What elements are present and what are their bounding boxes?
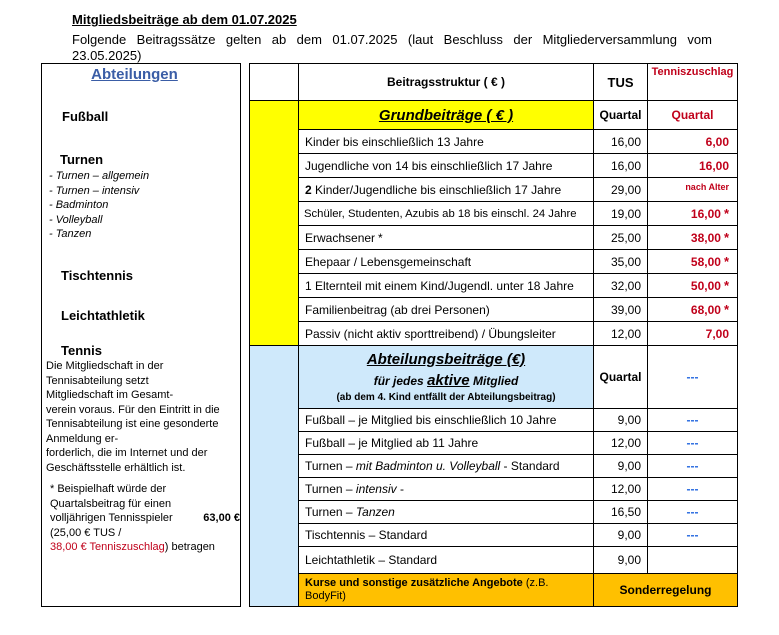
grund-title: Grundbeiträge ( € ) [299,101,594,130]
tennis-value: 6,00 [648,130,737,154]
tennis-note-line: Tennisabteilung setzt [46,374,149,387]
col-header-tus: TUS [594,64,648,101]
asterisk-icon: * [723,254,729,269]
tus-value: 16,00 [594,154,648,178]
abt-side-strip [250,346,299,606]
abt-title-block [299,346,594,409]
asterisk-icon: * [723,206,729,221]
example-note [50,482,240,555]
tennis-note-line: Mitgliedschaft im Gesamt- [46,389,174,401]
table-row: Schüler, Studenten, Azubis ab 18 bis einschl. 24 Jahre [299,202,594,226]
sonderregelung: Sonderregelung [594,574,737,606]
tennis-value [648,274,737,298]
example-line: Quartalsbeitrag für einen [50,497,172,510]
turnen-sublist [49,169,149,242]
table-row: Tischtennis – Standard [299,524,594,547]
kurse-row [299,574,594,606]
tus-value: 16,00 [594,130,648,154]
row-desc-italic: Tanzen [355,505,395,519]
table-row: Leichtathletik – Standard [299,547,594,574]
row-desc: Turnen – [305,482,356,496]
tennis-note-line: Anmeldung er- [46,432,119,445]
tennis-amount: 50,00 [690,278,721,293]
row-desc-italic: mit Badminton u. Volleyball [355,459,501,473]
departments-panel [41,63,241,607]
abt-sub-emphasis: aktive [427,372,470,389]
tus-value: 9,00 [594,524,648,547]
tennis-note-line: forderlich, die im Internet und der [46,447,208,459]
table-row: 1 Elternteil mit einem Kind/Jugendl. unter 18 Jahre [299,274,594,298]
tennis-value: 7,00 [648,322,737,346]
tennis-value: 16,00 [648,154,737,178]
col-header-tennis: Tenniszuschlag [648,64,737,101]
row-desc: Kinder/Jugendliche bis einschließlich 17 Jahre [311,182,562,197]
example-line: (25,00 € TUS / [50,526,122,539]
tennis-value [648,298,737,322]
asterisk-icon: * [723,278,729,293]
example-line [50,511,240,526]
tus-value: 9,00 [594,455,648,478]
example-text: volljährigen Tennisspieler [50,512,173,524]
row-desc-italic: intensiv [355,482,397,496]
turnen-sub-item: - Turnen – allgemein [49,170,150,182]
tus-value: 25,00 [594,226,648,250]
row-desc: Turnen – [305,505,356,519]
grund-quartal-tus: Quartal [594,101,648,130]
tennis-note-line: Die Mitgliedschaft in der [46,360,164,372]
abt-subtitle-2: (ab dem 4. Kind entfällt der Abteilungsbeitrag) [336,392,556,403]
tus-value: 19,00 [594,202,648,226]
departments-title: Abteilungen [91,66,178,83]
abt-subtitle [374,372,519,389]
asterisk-icon: * [723,302,729,317]
intro-text: Folgende Beitragssätze gelten ab dem 01.07.2025 (laut Beschluss der Mitgliederversammlung vom 23.05.2025) [72,32,712,63]
tus-value: 12,00 [594,478,648,501]
tus-value: 12,00 [594,432,648,455]
table-row [299,178,594,202]
table-row [299,478,594,501]
table-row: Fußball – je Mitglied ab 11 Jahre [299,432,594,455]
page-heading: Mitgliedsbeiträge ab dem 01.07.2025 [72,12,297,27]
table-row [299,455,594,478]
tus-value: 35,00 [594,250,648,274]
tennis-amount: 58,00 [690,254,721,269]
table-row: Kinder bis einschließlich 13 Jahre [299,130,594,154]
tennis-amount: 38,00 [690,230,721,245]
row-count: 2 [305,182,312,197]
fee-table [249,63,738,607]
dept-tennis: Tennis [61,343,102,358]
tennis-value [648,226,737,250]
tus-value: 9,00 [594,547,648,574]
tennis-value [648,202,737,226]
table-row [299,501,594,524]
abt-title: Abteilungsbeiträge (€) [366,351,526,368]
table-row [299,226,594,250]
table-row: Ehepaar / Lebensgemeinschaft [299,250,594,274]
example-line: * Beispielhaft würde der [50,483,167,495]
dept-turnen: Turnen [60,152,104,167]
grund-quartal-tennis: Quartal [648,101,737,130]
abt-dash: --- [648,346,737,409]
turnen-sub-item: - Badminton [49,199,109,211]
tennis-value: --- [648,409,737,432]
kurse-label: Kurse und sonstige zusätzliche Angebote [305,577,523,589]
kurse-example: (z.B. BodyFit) [305,577,549,602]
col-header-structure: Beitragsstruktur ( € ) [299,64,594,101]
row-desc: - [396,482,404,496]
abt-quartal-tus: Quartal [594,346,648,409]
abt-sub-pre: für jedes [373,374,428,388]
tennis-note-line: Tennisabteilung ist eine gesonderte [46,418,219,430]
tus-value: 9,00 [594,409,648,432]
dept-leichtathletik: Leichtathletik [61,308,145,323]
tennis-value: --- [648,524,737,547]
tennis-value: --- [648,432,737,455]
tennis-note [46,359,241,475]
row-desc: Erwachsener [305,230,376,245]
header-side-cell [250,64,299,101]
asterisk-icon: * [723,230,729,245]
row-desc: - Standard [500,459,560,473]
table-row: Jugendliche von 14 bis einschließlich 17 Jahre [299,154,594,178]
tennis-value: nach Alter [648,178,737,202]
tennis-value [648,547,737,574]
table-row: Familienbeitrag (ab drei Personen) [299,298,594,322]
table-row: Passiv (nicht aktiv sporttreibend) / Übungsleiter [299,322,594,346]
tennis-note-line: verein voraus. Für den Eintritt in die [46,403,220,416]
grund-side-strip [250,101,299,346]
dept-fussball: Fußball [62,109,109,124]
tus-value: 16,50 [594,501,648,524]
example-line [50,540,240,555]
tus-value: 29,00 [594,178,648,202]
tennis-amount: 16,00 [690,206,721,221]
example-tennis-surcharge: 38,00 € Tenniszuschlag [50,541,165,553]
example-text: ) betragen [164,541,215,553]
asterisk-icon: * [378,230,383,245]
tennis-value [648,250,737,274]
tus-value: 12,00 [594,322,648,346]
example-amount: 63,00 € [203,512,240,524]
tus-value: 39,00 [594,298,648,322]
dept-tischtennis: Tischtennis [61,268,134,283]
table-row: Fußball – je Mitglied bis einschließlich 10 Jahre [299,409,594,432]
tennis-value: --- [648,478,737,501]
turnen-sub-item: - Turnen – intensiv [49,184,140,197]
abt-sub-post: Mitglied [469,374,519,388]
turnen-sub-item: - Tanzen [49,228,92,240]
turnen-sub-item: - Volleyball [49,213,103,226]
tennis-note-line: Geschäftsstelle erhältlich ist. [46,461,186,474]
row-desc: Turnen – [305,459,356,473]
tus-value: 32,00 [594,274,648,298]
tennis-value: --- [648,501,737,524]
tennis-amount: 68,00 [690,302,721,317]
tennis-value: --- [648,455,737,478]
